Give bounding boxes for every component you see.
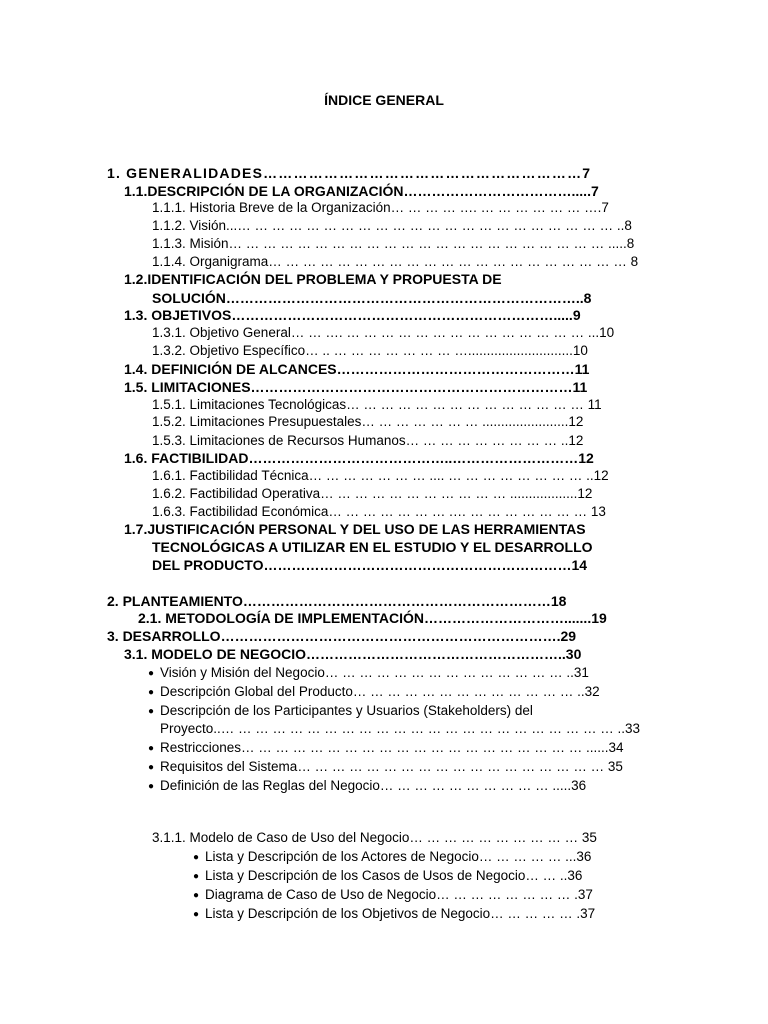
toc-bullet-item: ● Lista y Descripción de los Casos de Usos de Negocio… … ..36 xyxy=(193,867,582,886)
toc-entry-1-6: 1.6. FACTIBILIDAD……………………………………..………………………12 xyxy=(124,450,594,466)
toc-entry-1-5: 1.5. LIMITACIONES……………………………………………………………11 xyxy=(124,379,588,395)
toc-bullet-item-cont: Proyecto..… … … … … … … … … … … … … … … … … … … … … … … ..33 xyxy=(160,721,641,736)
bullet-icon: ● xyxy=(148,668,155,679)
toc-entry-1-7-cont-2: DEL PRODUCTO…………………………………………………………14 xyxy=(152,557,588,573)
toc-entry-1-4: 1.4. DEFINICIÓN DE ALCANCES……………………………………………11 xyxy=(124,361,590,377)
toc-entry-1: 1. GENERALIDADES………………………………………………………7 xyxy=(107,165,592,181)
toc-bullet-item: ● Diagrama de Caso de Uso de Negocio… … … … … … … … .37 xyxy=(193,886,593,905)
toc-entry-1-2-cont: SOLUCIÓN…………………………………………………………………..8 xyxy=(152,290,592,306)
toc-entry-1-5-3: 1.5.3. Limitaciones de Recursos Humanos… … … … … … … … … ..12 xyxy=(152,433,584,448)
bullet-icon: ● xyxy=(148,743,155,754)
toc-entry-1-1-3: 1.1.3. Misión… … … … … … … … … … … … … … … … … … … … … … .....8 xyxy=(152,236,635,251)
toc-entry-2-1: 2.1. METODOLOGÍA DE IMPLEMENTACIÓN………………………….......19 xyxy=(138,610,607,626)
bullet-icon: ● xyxy=(193,909,200,920)
toc-entry-1-3-2: 1.3.2. Objetivo Específico… .. … … … … … … … …............................10 xyxy=(152,343,588,358)
toc-entry-2: 2. PLANTEAMIENTO…………………………………………………………18 xyxy=(107,593,567,609)
toc-bullet-item: ● Descripción Global del Producto… … … … … … … … … … … … … ..32 xyxy=(148,683,600,702)
toc-entry-1-1: 1.1.DESCRIPCIÓN DE LA ORGANIZACIÓN……………………………….....7 xyxy=(124,183,599,199)
toc-bullet-item: ● Visión y Misión del Negocio… … … … … … … … … … … … … … ..31 xyxy=(148,664,589,683)
bullet-icon: ● xyxy=(193,871,200,882)
toc-entry-1-1-4: 1.1.4. Organigrama… … … … … … … … … … … … … … … … … … … … … 8 xyxy=(152,254,639,269)
bullet-icon: ● xyxy=(148,781,155,792)
page-title: ÍNDICE GENERAL xyxy=(324,92,444,108)
toc-entry-3: 3. DESARROLLO……………………………………………………………….29 xyxy=(107,628,577,644)
toc-bullet-item: ● Restricciones… … … … … … … … … … … … … … … … … … … … ......34 xyxy=(148,739,624,758)
toc-entry-1-2: 1.2.IDENTIFICACIÓN DEL PROBLEMA Y PROPUESTA DE xyxy=(124,271,502,287)
toc-entry-1-6-1: 1.6.1. Factibilidad Técnica… … … … … … … .... … … … … … … … … ..12 xyxy=(152,468,609,483)
bullet-icon: ● xyxy=(193,852,200,863)
toc-entry-1-7-cont-1: TECNOLÓGICAS A UTILIZAR EN EL ESTUDIO Y EL DESARROLLO xyxy=(152,539,593,555)
bullet-icon: ● xyxy=(148,762,155,773)
toc-entry-3-1-1: 3.1.1. Modelo de Caso de Uso del Negocio… … … … … … … … … … 35 xyxy=(152,830,597,845)
toc-bullet-item: ● Lista y Descripción de los Actores de Negocio… … … … … ...36 xyxy=(193,848,591,867)
bullet-icon: ● xyxy=(148,706,155,717)
toc-entry-1-5-2: 1.5.2. Limitaciones Presupuestales… … … … … … … .......................12 xyxy=(152,414,584,429)
toc-entry-1-7: 1.7.JUSTIFICACIÓN PERSONAL Y DEL USO DE LAS HERRAMIENTAS xyxy=(124,521,586,537)
toc-bullet-item: ● Requisitos del Sistema… … … … … … … … … … … … … … … … … … 35 xyxy=(148,758,623,777)
toc-entry-1-6-2: 1.6.2. Factibilidad Operativa… … … … … … … … … … … ..................12 xyxy=(152,486,593,501)
toc-entry-1-6-3: 1.6.3. Factibilidad Económica… … … … … … … .… … … … … … … … 13 xyxy=(152,504,606,519)
bullet-icon: ● xyxy=(148,687,155,698)
toc-entry-1-1-1: 1.1.1. Historia Breve de la Organización… … … … …. … … … … … … ….7 xyxy=(152,200,609,215)
toc-bullet-item: ● Definición de las Reglas del Negocio… … … … … … … … … … .....36 xyxy=(148,777,586,796)
toc-bullet-item: ● Lista y Descripción de los Objetivos de Negocio… … … … … .37 xyxy=(193,905,595,924)
toc-entry-3-1: 3.1. MODELO DE NEGOCIO………………………………………………..30 xyxy=(124,646,582,662)
toc-entry-1-3: 1.3. OBJETIVOS…………………………………………………………….....9 xyxy=(124,307,581,323)
toc-entry-1-3-1: 1.3.1. Objetivo General… … …. … … … … … … … … … … … … … … ...10 xyxy=(152,325,615,340)
toc-entry-1-5-1: 1.5.1. Limitaciones Tecnológicas… … … … … … … … … … … … … … 11 xyxy=(152,397,602,412)
toc-bullet-item: ● Descripción de los Participantes y Usuarios (Stakeholders) del xyxy=(148,702,533,721)
bullet-icon: ● xyxy=(193,890,200,901)
toc-entry-1-1-2: 1.1.2. Visión...… … … … … … … … … … … … … … … … … … … … … … ..8 xyxy=(152,218,632,233)
